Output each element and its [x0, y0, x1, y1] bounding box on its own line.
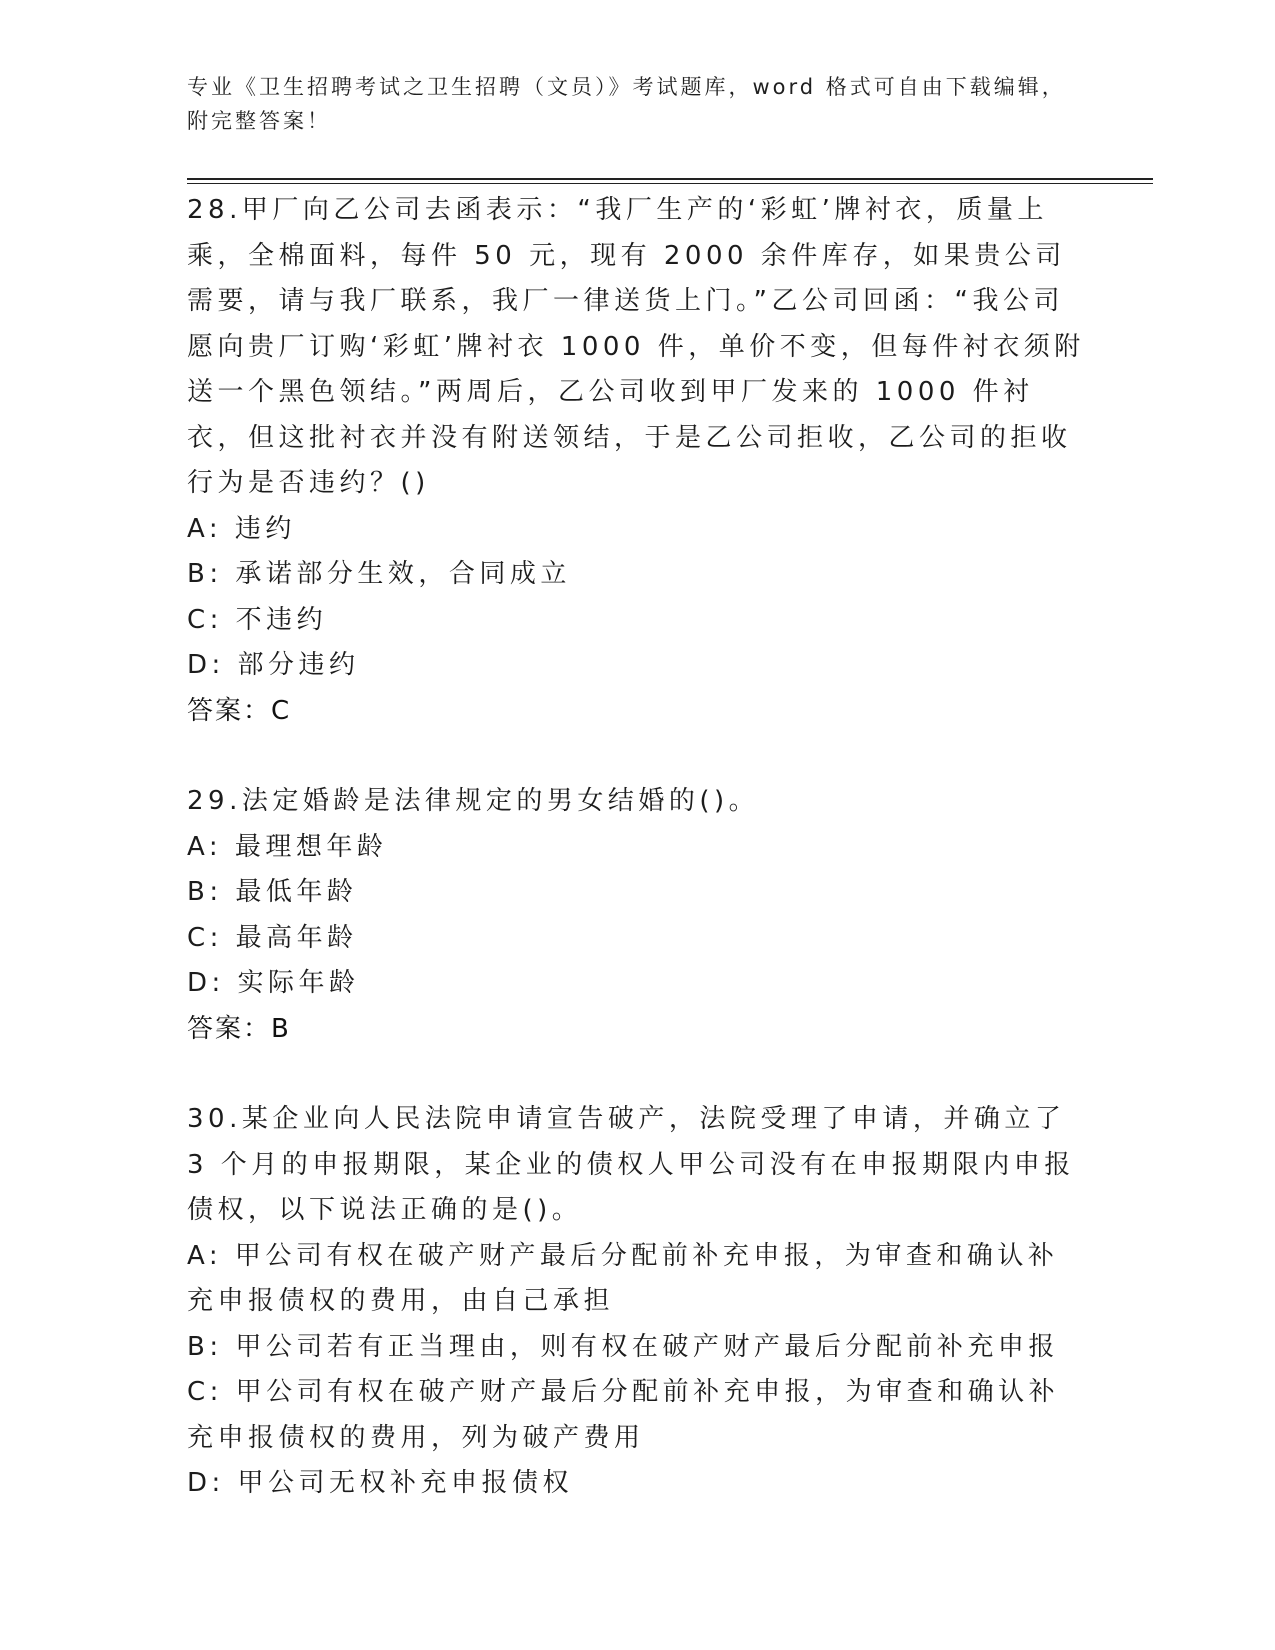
option-d: D: 甲公司无权补充申报债权 — [187, 1468, 574, 1498]
option-a: A: 甲公司有权在破产财产最后分配前补充申报，为审查和确认补充申报债权的费用，由自己承担 — [187, 1240, 1059, 1316]
question-stem: 30.某企业向人民法院申请宣告破产，法院受理了申请，并确立了 3 个月的申报期限，某企业的债权人甲公司没有在申报期限内申报债权，以下说法正确的是()。 — [187, 1104, 1075, 1225]
option-a: A: 最理想年龄 — [187, 831, 388, 862]
answer-label: 答案： — [187, 695, 272, 726]
option-d: D: 部分违约 — [187, 650, 360, 680]
option-a: A: 违约 — [187, 513, 296, 544]
option-b: B: 甲公司若有正当理由，则有权在破产财产最后分配前补充申报 — [187, 1331, 1059, 1362]
question-stem: 28.甲厂向乙公司去函表示：“我厂生产的‘彩虹’牌衬衣，质量上乘，全棉面料，每件 50 元，现有 2000 余件库存，如果贵公司需要，请与我厂联系，我厂一律送货上门。”乙公司回函：“我公司愿向贵厂订购‘彩虹’牌衬衣 1000 件，单价不变，但每件衬衣须附送一个黑色领结。”两周后，乙公司收到甲厂发来的 1000 件衬衣，但这批衬衣并没有附送领结，于是乙公司拒收，乙公司的拒收行为是否违约？() — [187, 195, 1085, 498]
answer-line — [187, 689, 1087, 735]
option-b: B: 最低年龄 — [187, 877, 358, 907]
answer-label: 答案： — [187, 1013, 272, 1044]
header-rule-thick — [187, 178, 1153, 180]
option-c: C: 最高年龄 — [187, 922, 358, 953]
option-b: B: 承诺部分生效，合同成立 — [187, 559, 571, 589]
header-rule-thin — [187, 183, 1153, 184]
option-c: C: 甲公司有权在破产财产最后分配前补充申报，为审查和确认补充申报债权的费用，列为破产费用 — [187, 1377, 1060, 1453]
question-29 — [187, 779, 1087, 1052]
answer-line — [187, 1007, 1087, 1053]
spacer — [187, 1052, 1087, 1097]
option-c: C: 不违约 — [187, 604, 328, 635]
spacer — [187, 734, 1087, 779]
answer-value: C — [271, 695, 291, 726]
answer-value: B — [271, 1013, 290, 1044]
option-d: D: 实际年龄 — [187, 968, 360, 998]
question-stem: 29.法定婚龄是法律规定的男女结婚的()。 — [187, 786, 760, 816]
page-header: 专业《卫生招聘考试之卫生招聘（文员）》考试题库，word 格式可自由下载编辑，附完整答案！ — [187, 75, 1066, 133]
question-30 — [187, 1097, 1087, 1507]
question-list — [187, 188, 1087, 1507]
question-28 — [187, 188, 1087, 734]
